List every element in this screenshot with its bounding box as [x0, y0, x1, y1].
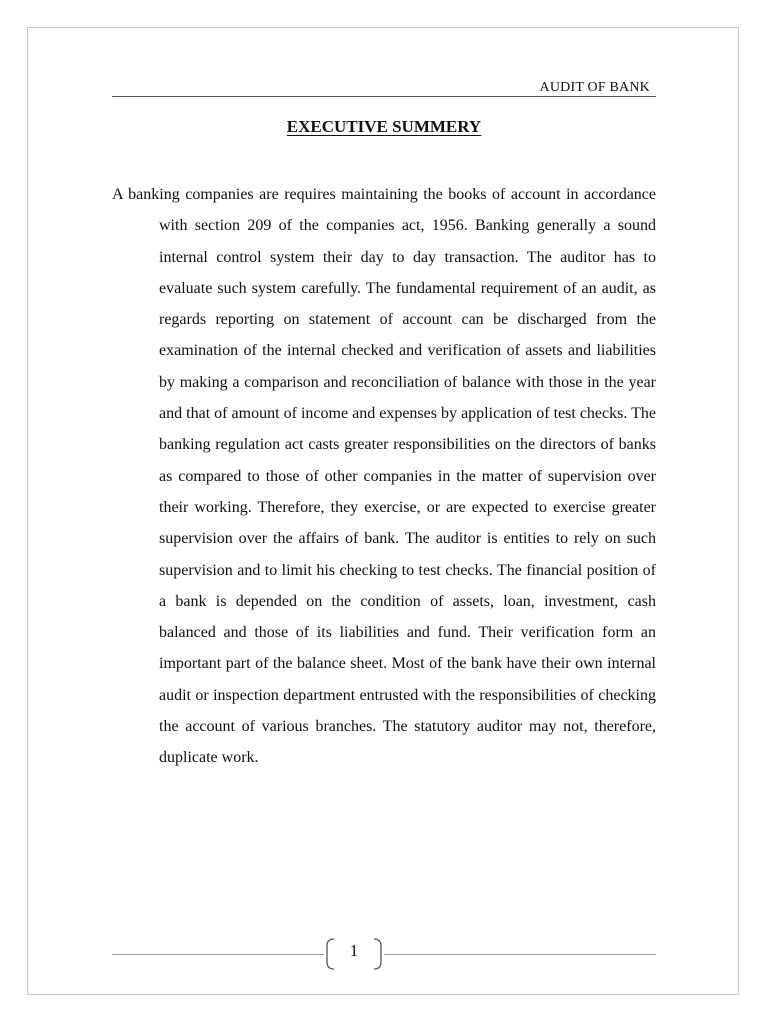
header-divider: [112, 96, 656, 97]
body-paragraph: A banking companies are requires maintaining the books of account in accordance with section 209 of the companies act, 1956. Banking generally a sound internal control system their day to day transaction. The auditor has to evaluate such system carefully. The fundamental requirement of an audit, as regards reporting on statement of account can be discharged from the examination of the internal checked and verification of assets and liabilities by making a comparison and reconciliation of balance with those in the year and that of amount of income and expenses by application of test checks. The banking regulation act casts greater responsibilities on the directors of banks as compared to those of other companies in the matter of supervision over their working. Therefore, they exercise, or are expected to exercise greater supervision over the affairs of bank. The auditor is entities to rely on such supervision and to limit his checking to test checks. The financial position of a bank is depended on the condition of assets, loan, investment, cash balanced and those of its liabilities and fund. Their verification form an important part of the balance sheet. Most of the bank have their own internal audit or inspection department entrusted with the responsibilities of checking the account of various branches. The statutory auditor may not, therefore, duplicate work.: [112, 186, 656, 767]
page-number-bracket: [324, 937, 384, 971]
running-header: AUDIT OF BANK: [539, 80, 650, 95]
document-title: EXECUTIVE SUMMERY: [286, 117, 482, 136]
footer-divider: [112, 954, 656, 955]
page-number: 1: [349, 941, 359, 960]
